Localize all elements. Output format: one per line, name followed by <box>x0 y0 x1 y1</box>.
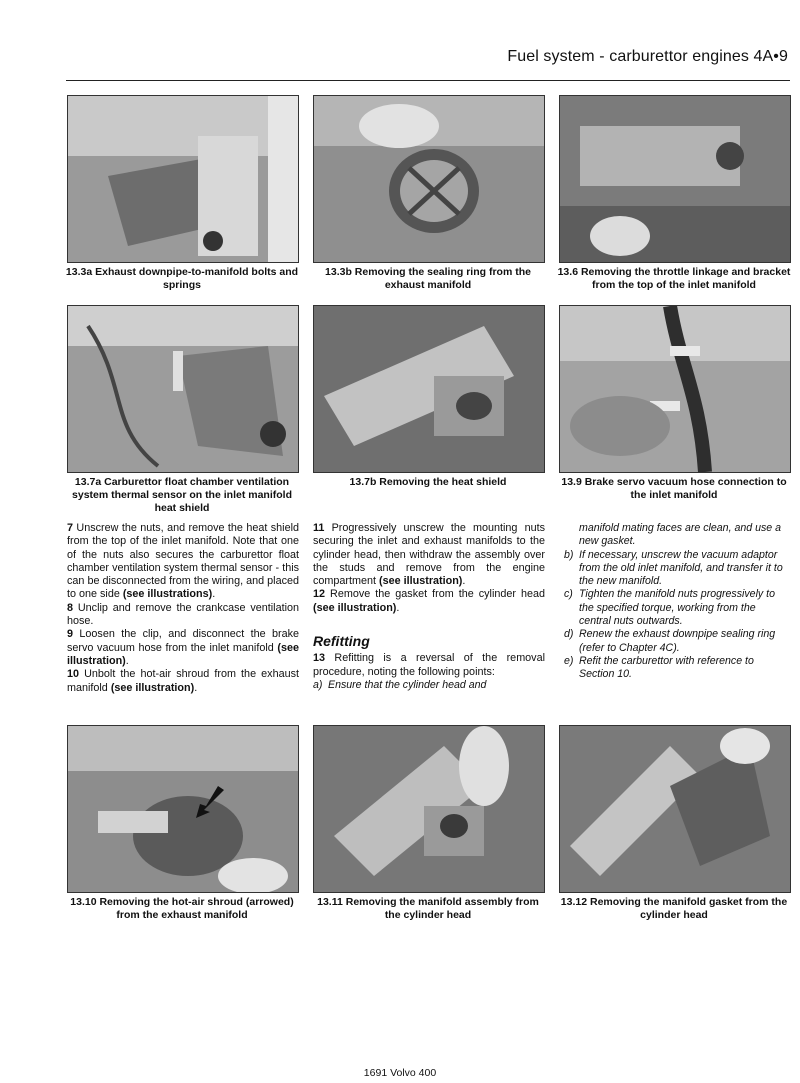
list-item-b: b) If necessary, unscrew the vacuum adaptor from the old inlet manifold, and transfer it to the new manifold. <box>564 548 783 588</box>
page-footer: 1691 Volvo 400 <box>363 1067 437 1079</box>
photo-13-3a <box>67 95 299 263</box>
photo-13-3b <box>313 95 545 263</box>
paragraph-9: 9 Loosen the clip, and disconnect the brake servo vacuum hose from the inlet manifold (see illustration). <box>67 628 299 667</box>
paragraph-10: 10 Unbolt the hot-air shroud from the exhaust manifold (see illustration). <box>67 668 299 694</box>
caption-13-3a: 13.3a Exhaust downpipe-to-manifold bolts and springs <box>65 266 299 291</box>
caption-13-7b: 13.7b Removing the heat shield <box>349 476 507 488</box>
paragraph-12: 12 Remove the gasket from the cylinder head (see illustration). <box>313 588 545 614</box>
list-item-d: d) Renew the exhaust downpipe sealing ring (refer to Chapter 4C). <box>564 628 776 654</box>
photo-13-7b <box>313 305 545 473</box>
caption-13-9: 13.9 Brake servo vacuum hose connection to the inlet manifold <box>561 476 787 501</box>
photo-13-11 <box>313 725 545 893</box>
refitting-heading: Refitting <box>313 633 370 650</box>
list-item-a-continued: manifold mating faces are clean, and use a new gasket. <box>579 522 781 548</box>
photo-13-7a <box>67 305 299 473</box>
list-item-e: e) Refit the carburettor with reference to Section 10. <box>564 654 754 681</box>
paragraph-13: 13 Refitting is a reversal of the removal procedure, noting the following points: <box>313 652 545 678</box>
caption-13-11: 13.11 Removing the manifold assembly from the cylinder head <box>317 896 539 921</box>
text-column-3 <box>564 522 789 682</box>
list-item-c: c) Tighten the manifold nuts progressively to the specified torque, working from the central nuts outwards. <box>564 588 775 628</box>
paragraph-8: 8 Unclip and remove the crankcase ventilation hose. <box>67 601 299 628</box>
list-item-a: a) Ensure that the cylinder head and <box>313 678 487 691</box>
paragraph-11: 11 Progressively unscrew the mounting nuts securing the inlet and exhaust manifolds to the cylinder head, then withdraw the assembly over the studs and remove from the engine compartment (see illustration). <box>313 522 545 588</box>
page-header <box>66 44 790 81</box>
refit-list <box>564 549 789 682</box>
photo-13-9 <box>559 305 791 473</box>
photo-13-10 <box>67 725 299 893</box>
refit-list-start <box>313 679 545 692</box>
caption-13-3b: 13.3b Removing the sealing ring from the exhaust manifold <box>325 266 531 291</box>
page-title: Fuel system - carburettor engines 4A•9 <box>507 48 788 65</box>
caption-13-12: 13.12 Removing the manifold gasket from the cylinder head <box>560 896 788 921</box>
caption-13-6: 13.6 Removing the throttle linkage and bracket from the top of the inlet manifold <box>557 266 791 291</box>
caption-13-10: 13.10 Removing the hot-air shroud (arrowed) from the exhaust manifold <box>70 896 294 921</box>
text-column-2 <box>313 522 545 692</box>
photo-13-12 <box>559 725 791 893</box>
caption-13-7a: 13.7a Carburettor float chamber ventilation system thermal sensor on the inlet manifold heat shield <box>72 476 292 514</box>
paragraph-7: 7 Unscrew the nuts, and remove the heat shield from the top of the inlet manifold. Note that one of the nuts also secures the carburettor float chamber ventilation system thermal sensor - this can be disconnected from the wiring, and placed to one side (see illustrations). <box>67 522 299 601</box>
text-column-1 <box>67 522 299 695</box>
photo-13-6 <box>559 95 791 263</box>
